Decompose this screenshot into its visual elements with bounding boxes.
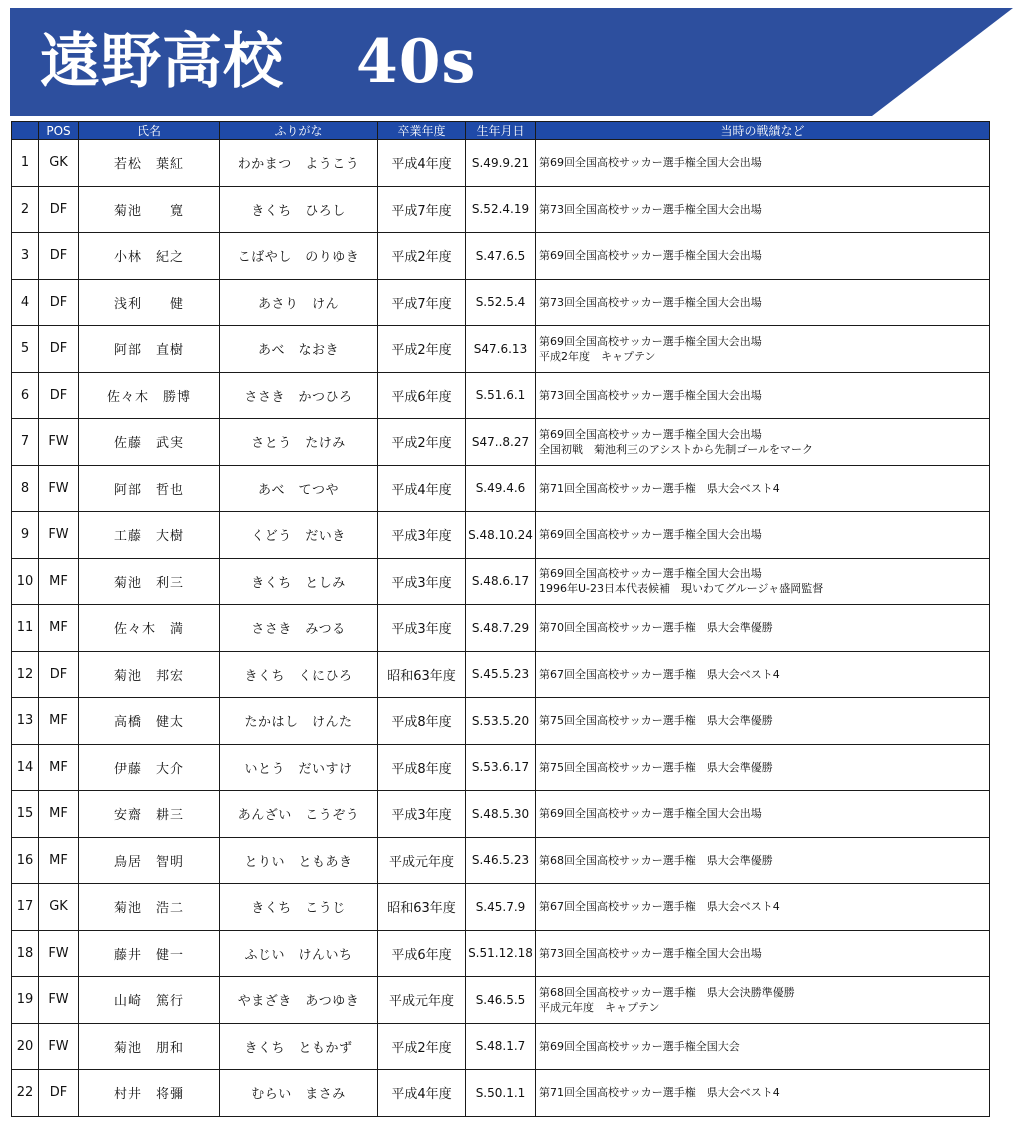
cell-name: 菊池 寛 bbox=[79, 186, 220, 233]
cell-grad-year: 平成4年度 bbox=[378, 465, 466, 512]
cell-number: 11 bbox=[12, 605, 39, 652]
record-line: 第69回全国高校サッカー選手権全国大会出場 bbox=[539, 528, 762, 542]
cell-furigana: いとう だいすけ bbox=[220, 744, 378, 791]
cell-grad-year: 平成8年度 bbox=[378, 744, 466, 791]
cell-birthdate: S.48.7.29 bbox=[466, 605, 536, 652]
table-row bbox=[12, 140, 990, 187]
table-row bbox=[12, 186, 990, 233]
cell-furigana: あさり けん bbox=[220, 279, 378, 326]
cell-grad-year: 平成6年度 bbox=[378, 372, 466, 419]
cell-birthdate: S.48.10.24 bbox=[466, 512, 536, 559]
cell-birthdate: S.48.6.17 bbox=[466, 558, 536, 605]
cell-number: 13 bbox=[12, 698, 39, 745]
cell-number: 15 bbox=[12, 791, 39, 838]
cell-record bbox=[536, 1070, 990, 1117]
table-row bbox=[12, 837, 990, 884]
table-header-row bbox=[12, 122, 990, 140]
cell-birthdate: S.52.5.4 bbox=[466, 279, 536, 326]
cell-number: 18 bbox=[12, 930, 39, 977]
cell-birthdate: S.51.6.1 bbox=[466, 372, 536, 419]
record-line: 第73回全国高校サッカー選手権全国大会出場 bbox=[539, 202, 762, 216]
cell-number: 16 bbox=[12, 837, 39, 884]
cell-name: 高橋 健太 bbox=[79, 698, 220, 745]
table-row bbox=[12, 1070, 990, 1117]
table-row bbox=[12, 930, 990, 977]
cell-number: 12 bbox=[12, 651, 39, 698]
cell-name: 鳥居 智明 bbox=[79, 837, 220, 884]
cell-number: 17 bbox=[12, 884, 39, 931]
cell-name: 小林 紀之 bbox=[79, 233, 220, 280]
table-row bbox=[12, 372, 990, 419]
cell-number: 14 bbox=[12, 744, 39, 791]
cell-position: FW bbox=[39, 1023, 79, 1070]
cell-grad-year: 平成元年度 bbox=[378, 977, 466, 1024]
table-row bbox=[12, 558, 990, 605]
cell-furigana: こばやし のりゆき bbox=[220, 233, 378, 280]
cell-birthdate: S.48.1.7 bbox=[466, 1023, 536, 1070]
cell-birthdate: S.50.1.1 bbox=[466, 1070, 536, 1117]
record-line: 第67回全国高校サッカー選手権 県大会ベスト4 bbox=[539, 667, 780, 681]
cell-record bbox=[536, 791, 990, 838]
cell-record bbox=[536, 837, 990, 884]
cell-grad-year: 平成8年度 bbox=[378, 698, 466, 745]
table-row bbox=[12, 279, 990, 326]
cell-position: MF bbox=[39, 791, 79, 838]
cell-furigana: あんざい こうぞう bbox=[220, 791, 378, 838]
table-row bbox=[12, 698, 990, 745]
cell-grad-year: 昭和63年度 bbox=[378, 651, 466, 698]
cell-record bbox=[536, 233, 990, 280]
record-line: 平成2年度 キャプテン bbox=[539, 349, 656, 363]
cell-position: MF bbox=[39, 605, 79, 652]
cell-record bbox=[536, 372, 990, 419]
cell-name: 佐々木 勝博 bbox=[79, 372, 220, 419]
cell-record bbox=[536, 279, 990, 326]
cell-furigana: さとう たけみ bbox=[220, 419, 378, 466]
cell-position: FW bbox=[39, 977, 79, 1024]
cell-birthdate: S.53.5.20 bbox=[466, 698, 536, 745]
cell-grad-year: 平成2年度 bbox=[378, 419, 466, 466]
cell-record bbox=[536, 326, 990, 373]
cell-grad-year: 平成3年度 bbox=[378, 558, 466, 605]
cell-record bbox=[536, 977, 990, 1024]
table-row bbox=[12, 977, 990, 1024]
record-line: 第73回全国高校サッカー選手権全国大会出場 bbox=[539, 388, 762, 402]
cell-birthdate: S47..8.27 bbox=[466, 419, 536, 466]
cell-position: DF bbox=[39, 233, 79, 280]
cell-number: 4 bbox=[12, 279, 39, 326]
cell-number: 3 bbox=[12, 233, 39, 280]
cell-number: 20 bbox=[12, 1023, 39, 1070]
cell-furigana: ふじい けんいち bbox=[220, 930, 378, 977]
table-row bbox=[12, 884, 990, 931]
cell-position: FW bbox=[39, 512, 79, 559]
cell-furigana: やまざき あつゆき bbox=[220, 977, 378, 1024]
cell-position: MF bbox=[39, 744, 79, 791]
record-line: 第67回全国高校サッカー選手権 県大会ベスト4 bbox=[539, 900, 780, 914]
header-furigana: ふりがな bbox=[220, 122, 378, 140]
cell-name: 工藤 大樹 bbox=[79, 512, 220, 559]
cell-position: DF bbox=[39, 1070, 79, 1117]
generation-label: 40s bbox=[356, 27, 477, 97]
cell-name: 菊池 利三 bbox=[79, 558, 220, 605]
cell-birthdate: S.47.6.5 bbox=[466, 233, 536, 280]
header-grad-year: 卒業年度 bbox=[378, 122, 466, 140]
record-line: 第71回全国高校サッカー選手権 県大会ベスト4 bbox=[539, 1086, 780, 1100]
cell-grad-year: 平成7年度 bbox=[378, 186, 466, 233]
cell-grad-year: 平成2年度 bbox=[378, 326, 466, 373]
table-row bbox=[12, 326, 990, 373]
cell-furigana: きくち くにひろ bbox=[220, 651, 378, 698]
cell-record bbox=[536, 930, 990, 977]
cell-grad-year: 平成元年度 bbox=[378, 837, 466, 884]
cell-furigana: きくち としみ bbox=[220, 558, 378, 605]
record-line: 第69回全国高校サッカー選手権全国大会出場 bbox=[539, 807, 762, 821]
cell-grad-year: 平成3年度 bbox=[378, 791, 466, 838]
cell-position: DF bbox=[39, 186, 79, 233]
cell-position: MF bbox=[39, 698, 79, 745]
cell-furigana: ささき かつひろ bbox=[220, 372, 378, 419]
cell-record bbox=[536, 744, 990, 791]
cell-birthdate: S.48.5.30 bbox=[466, 791, 536, 838]
cell-record bbox=[536, 558, 990, 605]
cell-number: 5 bbox=[12, 326, 39, 373]
cell-position: MF bbox=[39, 558, 79, 605]
table-row bbox=[12, 744, 990, 791]
title-banner bbox=[10, 8, 1013, 116]
cell-number: 22 bbox=[12, 1070, 39, 1117]
table-row bbox=[12, 465, 990, 512]
header-birthdate: 生年月日 bbox=[466, 122, 536, 140]
cell-record bbox=[536, 465, 990, 512]
cell-name: 藤井 健一 bbox=[79, 930, 220, 977]
cell-name: 佐々木 満 bbox=[79, 605, 220, 652]
table-row bbox=[12, 233, 990, 280]
cell-birthdate: S.45.7.9 bbox=[466, 884, 536, 931]
record-line: 第69回全国高校サッカー選手権全国大会出場 bbox=[539, 156, 762, 170]
cell-name: 阿部 哲也 bbox=[79, 465, 220, 512]
record-line: 第69回全国高校サッカー選手権全国大会出場 bbox=[539, 249, 762, 263]
cell-grad-year: 平成3年度 bbox=[378, 605, 466, 652]
record-line: 第69回全国高校サッカー選手権全国大会 bbox=[539, 1039, 740, 1053]
record-line: 第73回全国高校サッカー選手権全国大会出場 bbox=[539, 946, 762, 960]
cell-position: FW bbox=[39, 930, 79, 977]
cell-name: 村井 将彌 bbox=[79, 1070, 220, 1117]
cell-position: DF bbox=[39, 279, 79, 326]
record-line: 第75回全国高校サッカー選手権 県大会準優勝 bbox=[539, 760, 773, 774]
cell-grad-year: 平成7年度 bbox=[378, 279, 466, 326]
record-line: 1996年U-23日本代表候補 現いわてグルージャ盛岡監督 bbox=[539, 582, 824, 596]
record-line: 第70回全国高校サッカー選手権 県大会準優勝 bbox=[539, 621, 773, 635]
cell-number: 19 bbox=[12, 977, 39, 1024]
cell-birthdate: S.51.12.18 bbox=[466, 930, 536, 977]
cell-number: 10 bbox=[12, 558, 39, 605]
header-no bbox=[12, 122, 39, 140]
cell-grad-year: 平成4年度 bbox=[378, 140, 466, 187]
header-record: 当時の戦績など bbox=[536, 122, 990, 140]
cell-position: FW bbox=[39, 419, 79, 466]
cell-name: 菊池 浩二 bbox=[79, 884, 220, 931]
cell-birthdate: S.49.9.21 bbox=[466, 140, 536, 187]
cell-birthdate: S.45.5.23 bbox=[466, 651, 536, 698]
cell-name: 若松 葉紅 bbox=[79, 140, 220, 187]
cell-grad-year: 昭和63年度 bbox=[378, 884, 466, 931]
school-name: 遠野高校 bbox=[40, 27, 284, 97]
header-name: 氏名 bbox=[79, 122, 220, 140]
cell-number: 6 bbox=[12, 372, 39, 419]
cell-grad-year: 平成6年度 bbox=[378, 930, 466, 977]
page-title bbox=[40, 22, 476, 102]
cell-position: DF bbox=[39, 651, 79, 698]
cell-name: 安齋 耕三 bbox=[79, 791, 220, 838]
cell-position: GK bbox=[39, 884, 79, 931]
cell-name: 伊藤 大介 bbox=[79, 744, 220, 791]
cell-record bbox=[536, 884, 990, 931]
record-line: 第68回全国高校サッカー選手権 県大会準優勝 bbox=[539, 853, 773, 867]
cell-furigana: あべ なおき bbox=[220, 326, 378, 373]
cell-grad-year: 平成3年度 bbox=[378, 512, 466, 559]
roster-table bbox=[11, 121, 990, 1117]
table-row bbox=[12, 605, 990, 652]
cell-furigana: きくち ひろし bbox=[220, 186, 378, 233]
table-row bbox=[12, 651, 990, 698]
table-row bbox=[12, 419, 990, 466]
cell-name: 菊池 朋和 bbox=[79, 1023, 220, 1070]
cell-record bbox=[536, 186, 990, 233]
cell-birthdate: S.46.5.23 bbox=[466, 837, 536, 884]
cell-name: 阿部 直樹 bbox=[79, 326, 220, 373]
table-row bbox=[12, 791, 990, 838]
cell-furigana: ささき みつる bbox=[220, 605, 378, 652]
cell-grad-year: 平成2年度 bbox=[378, 1023, 466, 1070]
cell-furigana: とりい ともあき bbox=[220, 837, 378, 884]
record-line: 第68回全国高校サッカー選手権 県大会決勝準優勝 bbox=[539, 985, 795, 999]
cell-number: 8 bbox=[12, 465, 39, 512]
cell-position: MF bbox=[39, 837, 79, 884]
cell-birthdate: S.49.4.6 bbox=[466, 465, 536, 512]
cell-record bbox=[536, 140, 990, 187]
record-line: 第73回全国高校サッカー選手権全国大会出場 bbox=[539, 295, 762, 309]
cell-record bbox=[536, 698, 990, 745]
cell-record bbox=[536, 512, 990, 559]
cell-furigana: きくち ともかず bbox=[220, 1023, 378, 1070]
table-row bbox=[12, 1023, 990, 1070]
cell-name: 佐藤 武実 bbox=[79, 419, 220, 466]
cell-birthdate: S.53.6.17 bbox=[466, 744, 536, 791]
cell-number: 2 bbox=[12, 186, 39, 233]
cell-birthdate: S47.6.13 bbox=[466, 326, 536, 373]
cell-position: DF bbox=[39, 372, 79, 419]
cell-grad-year: 平成2年度 bbox=[378, 233, 466, 280]
record-line: 第75回全国高校サッカー選手権 県大会準優勝 bbox=[539, 714, 773, 728]
cell-number: 7 bbox=[12, 419, 39, 466]
record-line: 全国初戦 菊池利三のアシストから先制ゴールをマーク bbox=[539, 442, 814, 456]
roster-body bbox=[12, 140, 990, 1117]
record-line: 第69回全国高校サッカー選手権全国大会出場 bbox=[539, 427, 762, 441]
cell-name: 山崎 篤行 bbox=[79, 977, 220, 1024]
record-line: 平成元年度 キャプテン bbox=[539, 1000, 660, 1014]
cell-record bbox=[536, 1023, 990, 1070]
record-line: 第71回全国高校サッカー選手権 県大会ベスト4 bbox=[539, 481, 780, 495]
cell-furigana: きくち こうじ bbox=[220, 884, 378, 931]
cell-number: 9 bbox=[12, 512, 39, 559]
cell-position: DF bbox=[39, 326, 79, 373]
cell-record bbox=[536, 419, 990, 466]
cell-record bbox=[536, 651, 990, 698]
cell-record bbox=[536, 605, 990, 652]
cell-furigana: わかまつ ようこう bbox=[220, 140, 378, 187]
cell-name: 菊池 邦宏 bbox=[79, 651, 220, 698]
record-line: 第69回全国高校サッカー選手権全国大会出場 bbox=[539, 334, 762, 348]
record-line: 第69回全国高校サッカー選手権全国大会出場 bbox=[539, 567, 762, 581]
cell-number: 1 bbox=[12, 140, 39, 187]
cell-furigana: たかはし けんた bbox=[220, 698, 378, 745]
cell-position: GK bbox=[39, 140, 79, 187]
cell-name: 浅利 健 bbox=[79, 279, 220, 326]
cell-position: FW bbox=[39, 465, 79, 512]
cell-birthdate: S.52.4.19 bbox=[466, 186, 536, 233]
cell-furigana: むらい まさみ bbox=[220, 1070, 378, 1117]
cell-birthdate: S.46.5.5 bbox=[466, 977, 536, 1024]
table-row bbox=[12, 512, 990, 559]
cell-furigana: あべ てつや bbox=[220, 465, 378, 512]
cell-grad-year: 平成4年度 bbox=[378, 1070, 466, 1117]
cell-furigana: くどう だいき bbox=[220, 512, 378, 559]
header-pos: POS bbox=[39, 122, 79, 140]
